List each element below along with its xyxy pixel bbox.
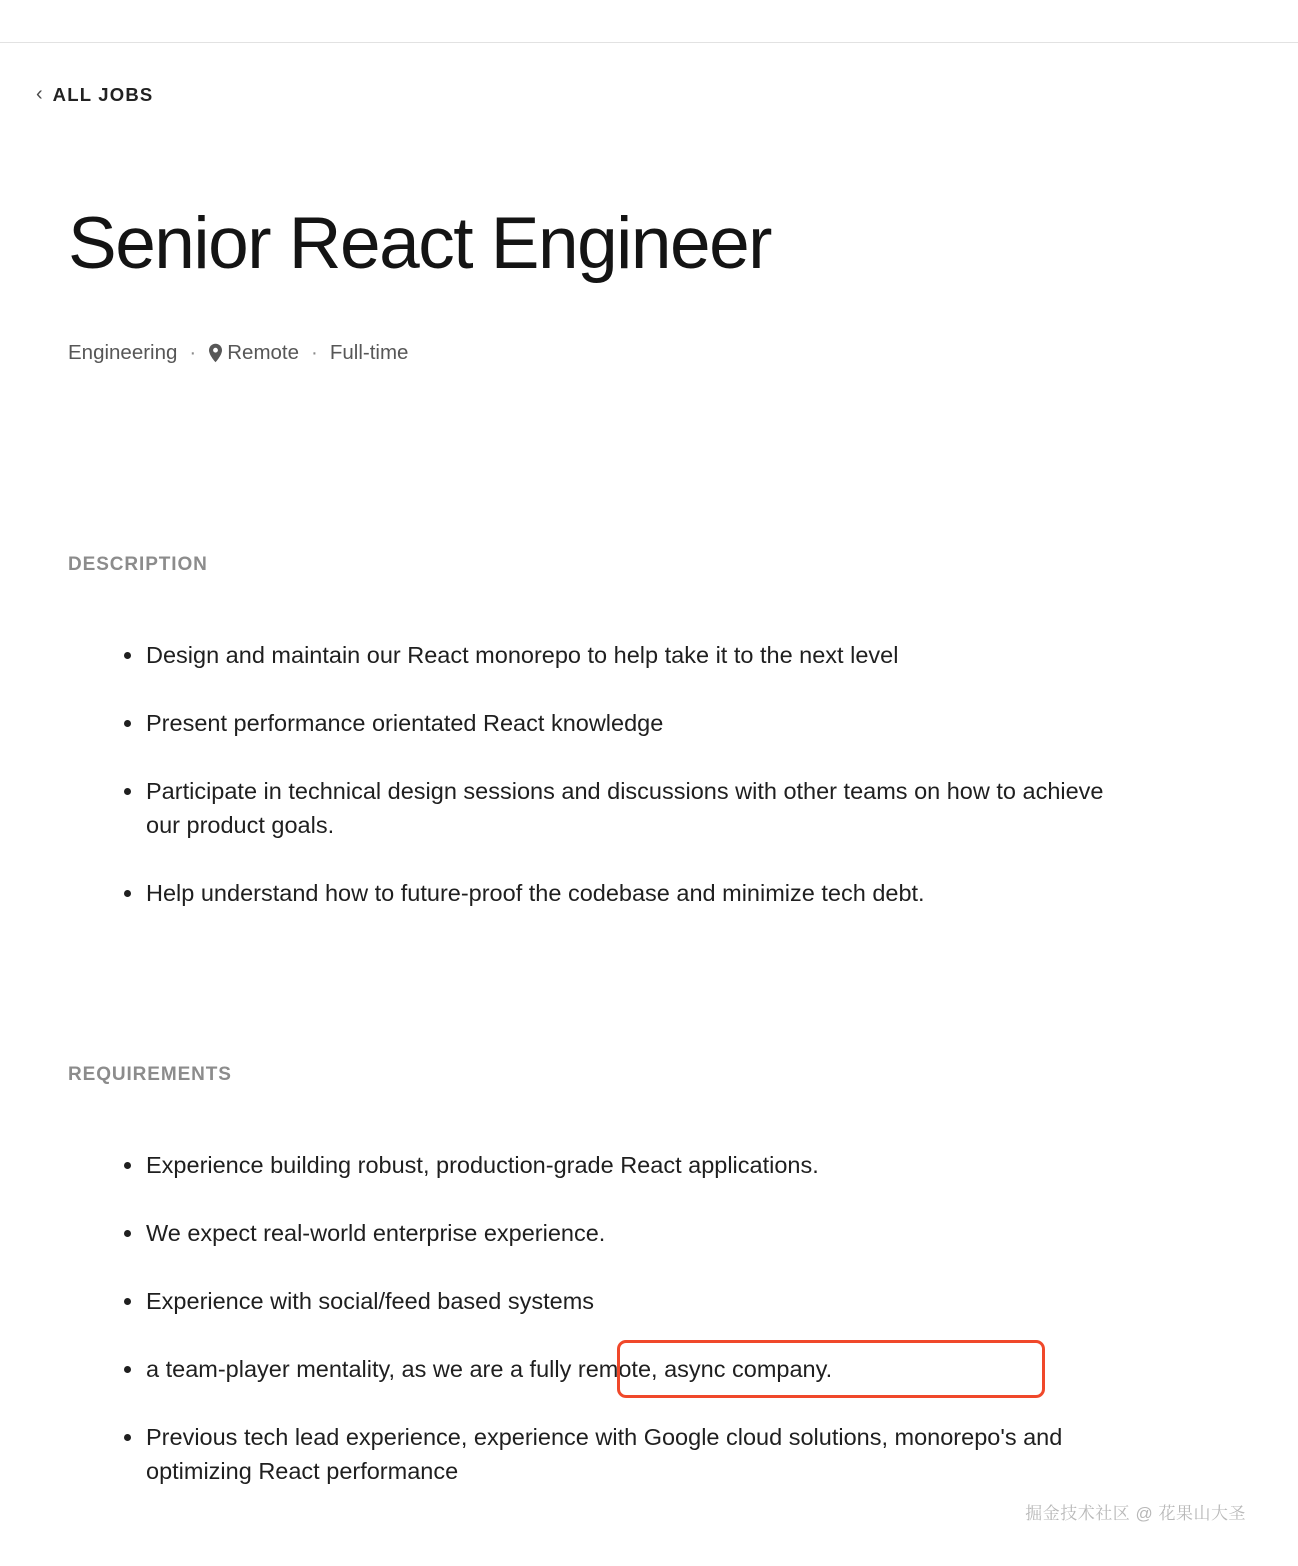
meta-separator-2: · [311, 341, 318, 364]
job-employment-type: Full-time [329, 341, 409, 364]
requirements-list [68, 1148, 1218, 1488]
list-item: We expect real-world enterprise experience. [68, 1216, 1138, 1250]
list-item: Participate in technical design sessions and discussions with other teams on how to achieve our product goals. [68, 774, 1138, 842]
section-heading-requirements: REQUIREMENTS [68, 1064, 232, 1085]
requirements-section [68, 1064, 1218, 1488]
job-department: Engineering [68, 341, 178, 364]
watermark: 掘金技术社区 @ 花果山大圣 [1025, 1504, 1246, 1523]
chevron-left-icon: ‹ [36, 83, 43, 105]
page-title: Senior React Engineer [68, 203, 771, 284]
list-item: Present performance orientated React knowledge [68, 706, 1138, 740]
list-item: Experience with social/feed based systems [68, 1284, 1138, 1318]
back-to-all-jobs-link[interactable] [36, 84, 153, 106]
description-list [68, 638, 1218, 910]
job-location [208, 341, 299, 365]
list-item: Help understand how to future-proof the codebase and minimize tech debt. [68, 876, 1138, 910]
section-heading-description: DESCRIPTION [68, 554, 208, 575]
map-pin-icon [208, 343, 223, 363]
top-divider [0, 42, 1298, 43]
meta-separator-1: · [189, 341, 197, 364]
list-item: a team-player mentality, as we are a fully remote, async company. [68, 1352, 1138, 1386]
job-meta [68, 341, 408, 365]
back-link-label: ALL JOBS [52, 84, 154, 105]
job-location-label: Remote [227, 341, 300, 364]
list-item: Experience building robust, production-grade React applications. [68, 1148, 1138, 1182]
list-item: Design and maintain our React monorepo to help take it to the next level [68, 638, 1138, 672]
list-item: Previous tech lead experience, experience with Google cloud solutions, monorepo's and optimizing React performance [68, 1420, 1138, 1488]
description-section [68, 554, 1218, 910]
